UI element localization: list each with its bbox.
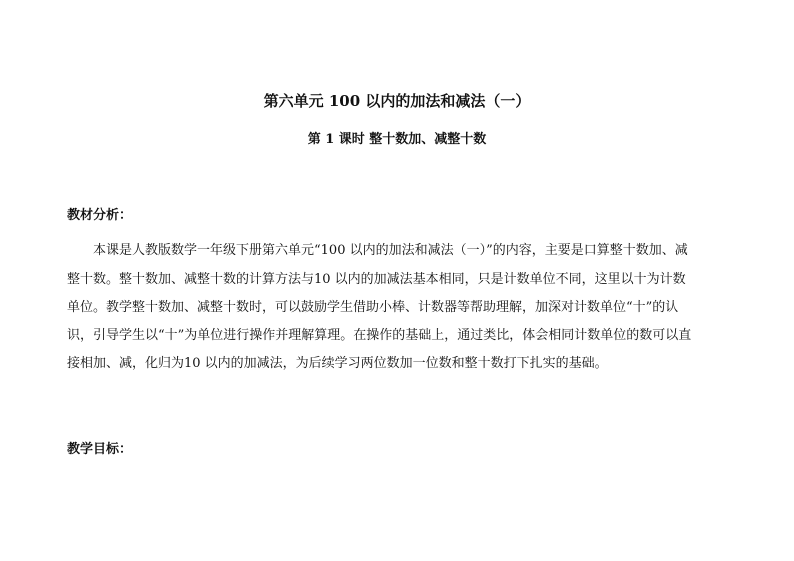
page-title: 第六单元 100 以内的加法和减法（一） [263, 92, 531, 110]
analysis-paragraph-line: 本课是人教版数学一年级下册第六单元“100 以内的加法和减法（一）”的内容，主要是口算整十数加、减 [93, 243, 688, 258]
analysis-paragraph-line: 整十数。整十数加、减整十数的计算方法与10 以内的加减法基本相同，只是计数单位不同，这里以十为计数 [67, 272, 686, 287]
section-heading-analysis: 教材分析： [67, 208, 133, 223]
analysis-paragraph-line: 单位。教学整十数加、减整十数时，可以鼓励学生借助小棒、计数器等帮助理解，加深对计数单位“十”的认 [67, 300, 679, 315]
section-heading-goals: 教学目标： [67, 442, 133, 457]
analysis-paragraph-line: 识，引导学生以“十”为单位进行操作并理解算理。在操作的基础上，通过类比，体会相同计数单位的数可以直 [67, 328, 692, 343]
lesson-subtitle: 第 1 课时 整十数加、减整十数 [307, 132, 487, 147]
analysis-paragraph-line: 接相加、减，化归为10 以内的加减法，为后续学习两位数加一位数和整十数打下扎实的基础。 [67, 356, 608, 371]
